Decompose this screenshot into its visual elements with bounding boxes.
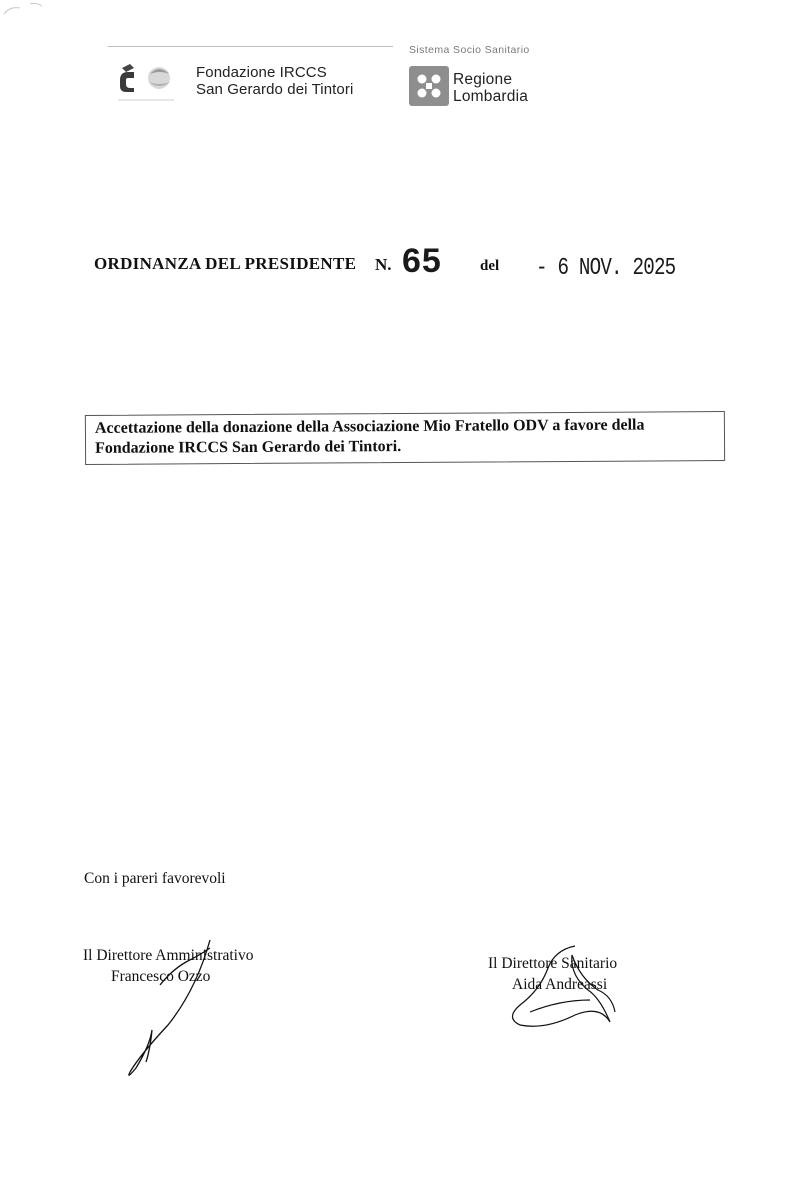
ordinance-date-stamp: - 6 NOV. 2025 <box>536 255 676 282</box>
subject-line2: Fondazione IRCCS San Gerardo dei Tintori. <box>95 438 402 457</box>
regione-lombardia-name <box>453 71 528 105</box>
regione-name-line2: Lombardia <box>453 88 529 105</box>
ordinance-date-label: del <box>480 258 500 274</box>
fondazione-name <box>196 64 353 98</box>
sanitary-director-title: Il Direttore Sanitario <box>488 955 618 972</box>
sistema-caption: Sistema Socio Sanitario <box>409 44 530 56</box>
subject-line1: Accettazione della donazione della Associazione Mio Fratello ODV a favore della <box>94 416 645 437</box>
header-divider <box>108 46 393 47</box>
ordinance-number-label: N. <box>375 255 392 274</box>
ordinance-number: 65 <box>402 242 442 280</box>
fondazione-name-line1: Fondazione IRCCS <box>196 64 327 81</box>
regione-name-line1: Regione <box>453 71 513 88</box>
fondazione-logo-icon <box>114 58 186 104</box>
scan-corner-mark <box>0 0 50 40</box>
subject-box <box>85 411 725 465</box>
ordinance-title: ORDINANZA DEL PRESIDENTE <box>94 254 357 273</box>
administrative-director-title: Il Direttore Amministrativo <box>83 947 254 964</box>
administrative-director-name: Francesco Ozzo <box>111 968 211 985</box>
opinions-text: Con i pareri favorevoli <box>84 870 226 887</box>
regione-lombardia-logo-icon <box>409 66 449 106</box>
fondazione-name-line2: San Gerardo dei Tintori <box>196 81 354 98</box>
sanitary-director-name: Aida Andreassi <box>512 976 608 993</box>
